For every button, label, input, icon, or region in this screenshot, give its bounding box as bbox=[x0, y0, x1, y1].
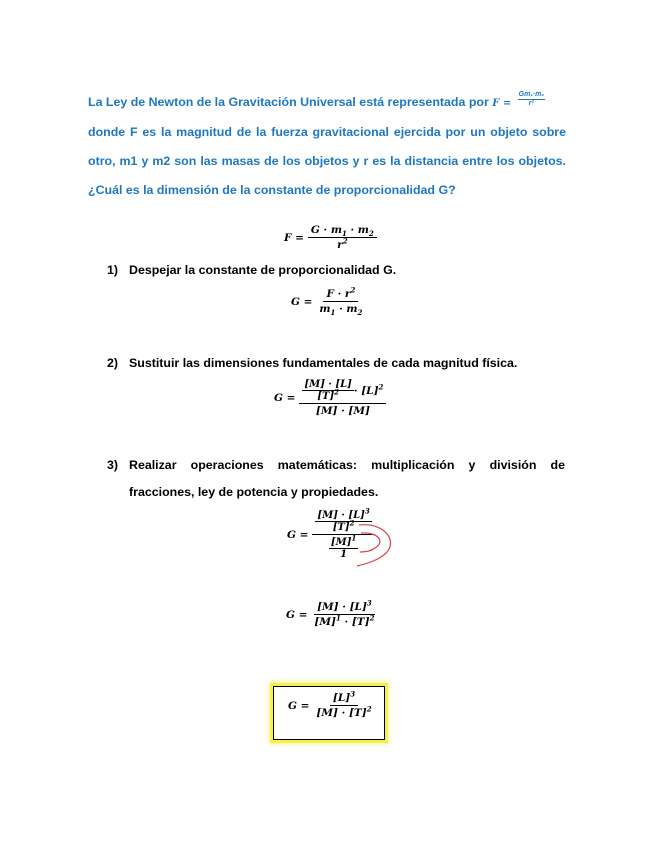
fraction: $\frac{[L]^3}{[M] \cdot [T]^2}$ bbox=[316, 689, 372, 719]
step-text: Sustituir las dimensiones fundamentales de cada magnitud física. bbox=[129, 356, 518, 370]
equation-simplified: G = $\frac{[M] \cdot [L]^3}{[M]^1 \cdot [T]^2}$ bbox=[286, 601, 377, 628]
step-text-line-2: fracciones, ley de potencia y propiedades. bbox=[129, 485, 379, 499]
step-text-line-1: Realizar operaciones matemáticas: multiplicación y división de bbox=[129, 458, 565, 472]
inner-fraction-bottom: $\frac{[M]^1}{1}$ bbox=[330, 533, 357, 560]
intro-formula-lhs: F = bbox=[492, 98, 512, 109]
fraction: $\frac{F \cdot r^2}{m_1 \cdot m_2}$ bbox=[319, 285, 363, 318]
step-number: 2) bbox=[107, 356, 119, 370]
intro-line-2: donde F es la magnitud de la fuerza gravitacional ejercida por un objeto sobre bbox=[88, 125, 566, 139]
equation-solve-g: G = $\frac{F \cdot r^2}{m_1 \cdot m_2}$ bbox=[291, 288, 365, 315]
red-arc-annotation bbox=[355, 520, 399, 570]
intro-line-3: otro, m1 y m2 son las masas de los objetos y r es la distancia entre los objetos. bbox=[88, 154, 566, 168]
step-text: Despejar la constante de proporcionalidad G. bbox=[129, 263, 397, 277]
step-number: 3) bbox=[107, 458, 119, 472]
fraction: $\frac{G \cdot m_1 \cdot m_2}{r^2}$ bbox=[308, 224, 377, 251]
intro-line-1: La Ley de Newton de la Gravitación Universal está representada por F = $\frac{\text{Gm₁·m₂}}{\text{r²}}$ bbox=[88, 91, 545, 109]
step-number: 1) bbox=[107, 263, 119, 277]
inner-fraction: $\frac{[M] \cdot [L]}{[T]^2}$ bbox=[304, 379, 352, 402]
intro-formula-numerator: Gm₁·m₂ bbox=[518, 91, 545, 99]
equation-dimensions: G = $\frac{[M] \cdot [L]}{[T]^2}$ · $[L]^2$ [M] · [M] bbox=[274, 379, 386, 417]
intro-line-4: ¿Cuál es la dimensión de la constante de proporcionalidad G? bbox=[88, 183, 456, 197]
equation-newton: F = $\frac{G \cdot m_1 \cdot m_2}{r^2}$ bbox=[284, 224, 377, 251]
intro-formula-denominator: r² bbox=[528, 100, 534, 108]
equation-final-result: G = $\frac{[L]^3}{[M] \cdot [T]^2}$ bbox=[288, 692, 375, 719]
intro-paragraph bbox=[88, 88, 566, 205]
step-1 bbox=[107, 257, 565, 284]
fraction: $\frac{[M] \cdot [L]^3}{[M]^1 \cdot [T]^2}$ bbox=[314, 598, 375, 628]
step-2 bbox=[107, 350, 565, 377]
inner-fraction-top: $\frac{[M] \cdot [L]^3}{[T]^2}$ bbox=[317, 506, 370, 533]
fraction: $\frac{[M] \cdot [L]}{[T]^2}$ · $[L]^2$ [M] · [M] bbox=[299, 379, 386, 417]
step-3 bbox=[107, 452, 565, 506]
equation-complex-fraction: G = $\frac{\frac{[M] \cdot [L]^3}{[T]^2}}{\frac{[M]^1}{1}}$ bbox=[287, 509, 375, 560]
intro-formula-fraction bbox=[518, 91, 545, 108]
